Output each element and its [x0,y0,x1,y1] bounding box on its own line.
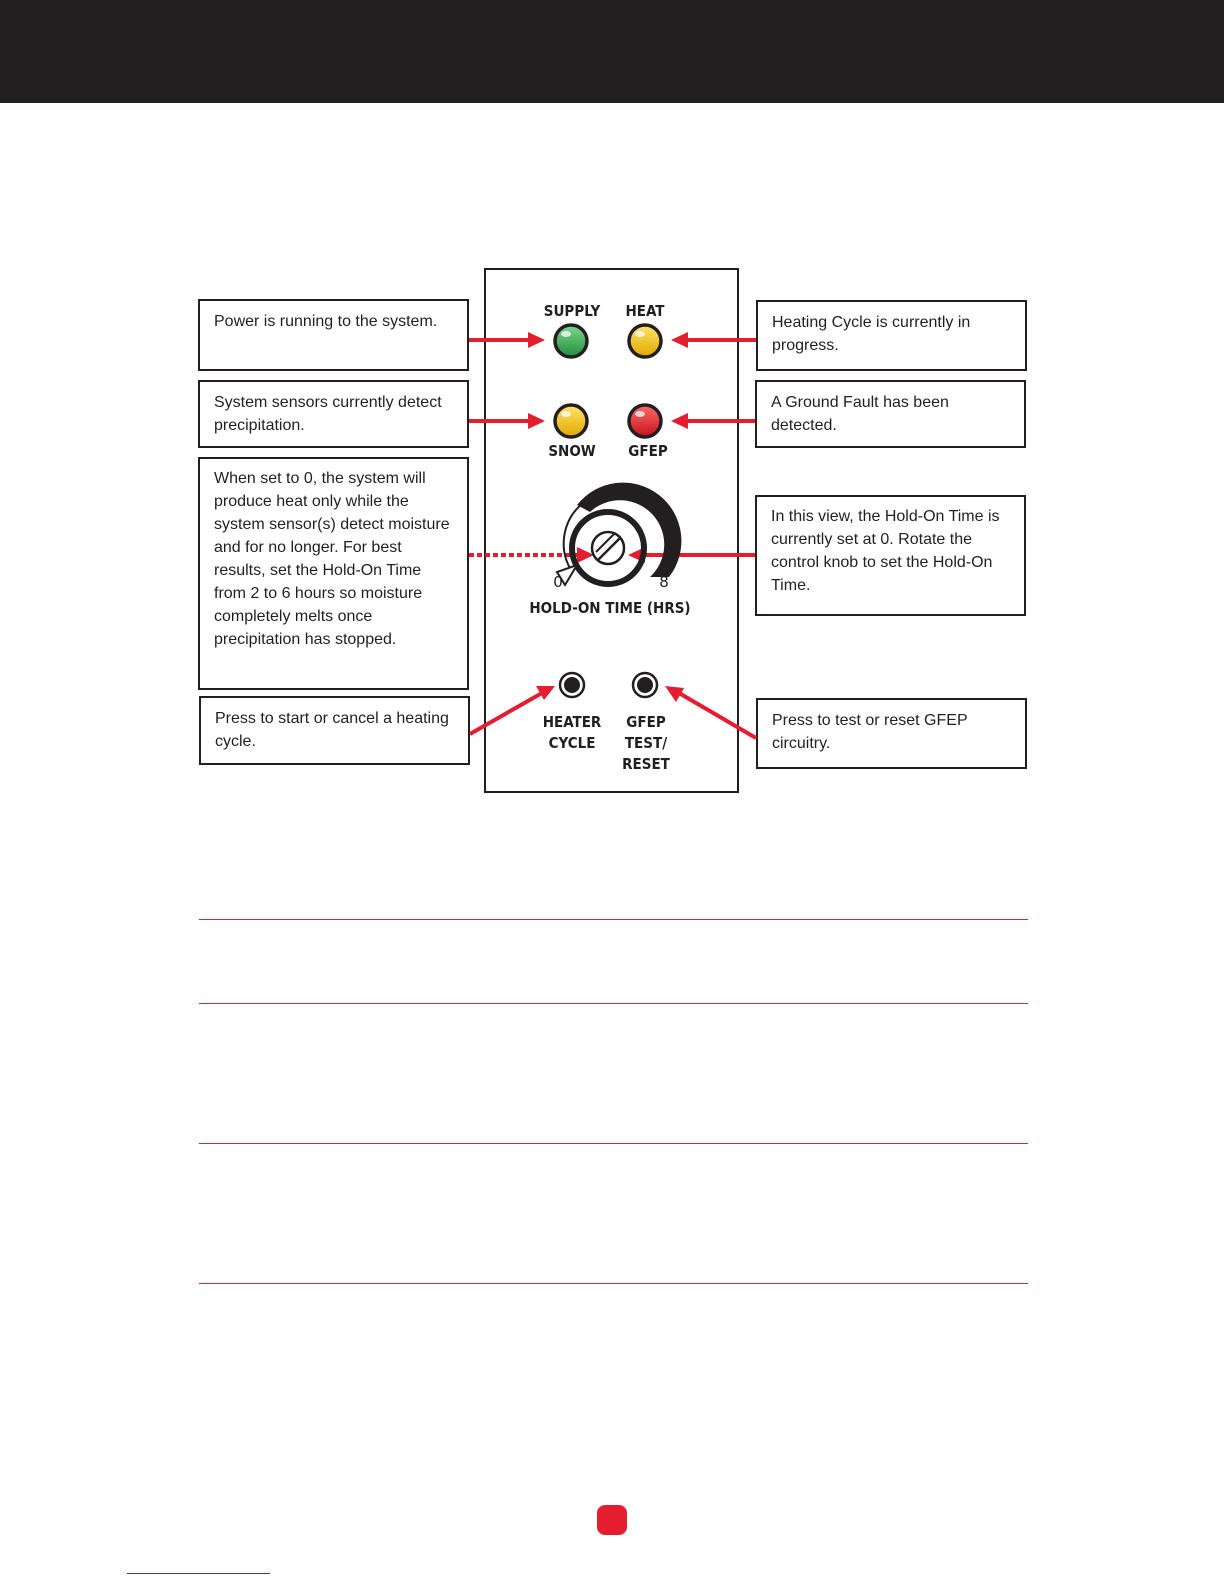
arrow-snow-icon [469,413,545,429]
dial-max-label: 8 [659,573,669,591]
heater-cycle-label [533,712,611,754]
callout-holdon-right: In this view, the Hold-On Time is currently set at 0. Rotate the control knob to set the Hold-On Time. [755,495,1026,616]
callout-supply: Power is running to the system. [198,299,469,371]
led-gfep-icon [629,405,661,437]
gfep-test-button-icon [633,673,657,697]
divider-rule [199,1283,1028,1284]
arrow-gfep-icon [671,413,755,429]
snow-label: SNOW [548,442,596,460]
page-number-badge [597,1505,627,1535]
arrow-supply-icon [469,332,545,348]
arrow-gfep-test-icon [665,686,756,738]
callout-gfep-test: Press to test or reset GFEP circuitry. [756,698,1027,769]
callout-snow: System sensors currently detect precipitation. [198,380,469,448]
gfep-test-label-line3: RESET [622,755,670,773]
heater-cycle-button-icon [560,673,584,697]
callout-gfep: A Ground Fault has been detected. [755,380,1026,448]
gfep-test-label-line1: GFEP [626,713,666,731]
hold-on-dial-icon [557,483,681,585]
footer-link-underline[interactable] [127,1573,270,1574]
callout-heater-cycle: Press to start or cancel a heating cycle. [199,696,470,765]
arrow-heat-icon [671,332,756,348]
gfep-label: GFEP [628,442,668,460]
divider-rule [199,919,1028,920]
callout-holdon-left: When set to 0, the system will produce heat only while the system sensor(s) detect moisture and for no longer. For best results, set the Hold-On Time from 2 to 6 hours so moisture completely melts once precipitation has stopped. [198,457,469,690]
divider-rule [199,1143,1028,1144]
heat-label: HEAT [625,302,665,320]
led-supply-icon [555,325,587,357]
heater-cycle-label-line1: HEATER [542,713,602,731]
heater-cycle-label-line2: CYCLE [548,734,596,752]
arrow-holdon-right-icon [628,547,755,563]
divider-rule [199,1003,1028,1004]
gfep-test-label-line2: TEST/ [624,734,668,752]
dial-min-label: 0 [553,573,563,591]
callout-heat: Heating Cycle is currently in progress. [756,300,1027,371]
hold-on-time-label: HOLD-ON TIME (HRS) [529,599,691,617]
gfep-test-label [614,712,678,775]
led-snow-icon [555,405,587,437]
led-heat-icon [629,325,661,357]
supply-label: SUPPLY [543,302,601,320]
